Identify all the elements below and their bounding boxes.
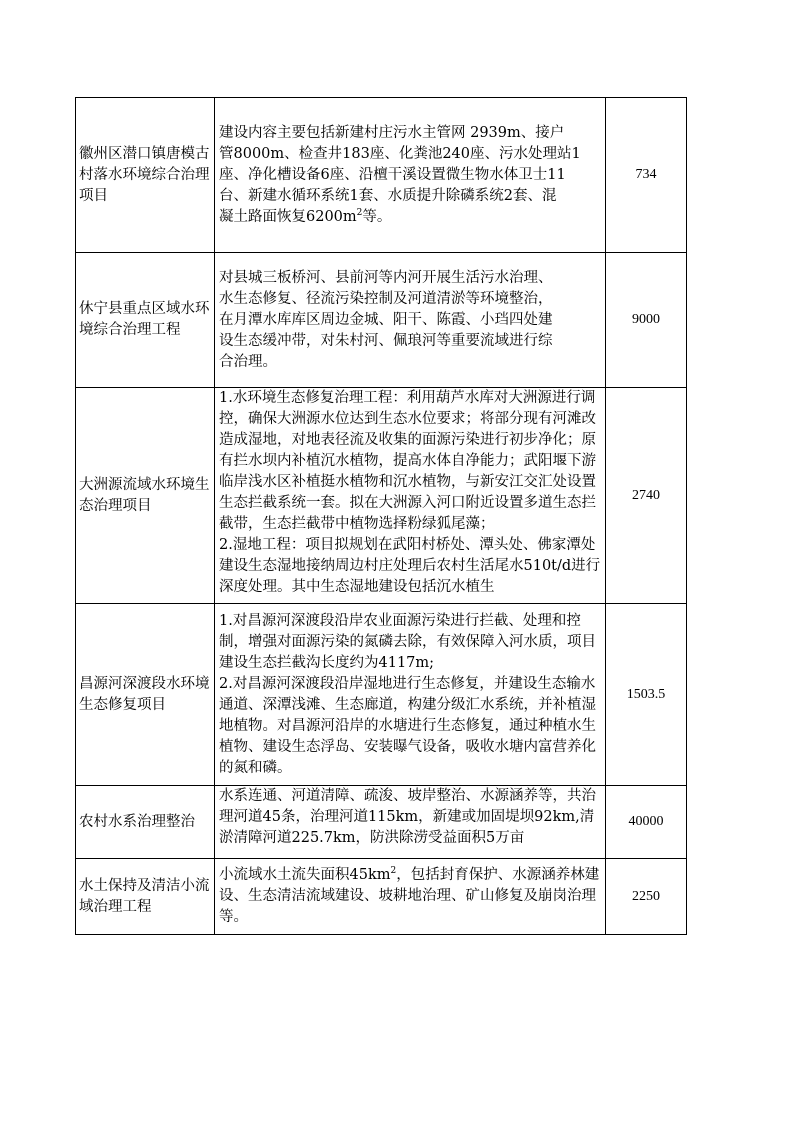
description-line: 在月潭水库库区周边金城、阳干、陈霞、小珰四处建 — [219, 311, 553, 328]
superscript: 2 — [356, 207, 363, 218]
table-row — [76, 859, 687, 935]
project-amount: 734 — [606, 98, 687, 253]
description-paragraph: 1.对昌源河深渡段沿岸农业面源污染进行拦截、处理和控制，增强对面源污染的氮磷去除，有效保障入河水质，项目建设生态拦截沟长度约为4117m; — [219, 612, 596, 671]
project-name: 休宁县重点区域水环境综合治理工程 — [76, 253, 215, 388]
description-line: 建设内容主要包括新建村庄污水主管网 2939m、接户 — [219, 124, 565, 141]
description-paragraph: 1.水环境生态修复治理工程：利用葫芦水库对大洲源进行调控，确保大洲源水位达到生态水位要求；将部分现有河滩改造成湿地，对地表径流及收集的面源污染进行初步净化；原有拦水坝内补植沉水植物，提高水体自净能力；武阳堰下游临岸浅水区补植挺水植物和沉水植物，与新安江交汇处设置生态拦截系统一套。拟在大洲源入河口附近设置多道生态拦截带，生态拦截带中植物选择粉绿狐尾藻； — [219, 390, 596, 532]
table-row — [76, 786, 687, 859]
description-block — [219, 388, 602, 600]
description-block — [219, 786, 602, 855]
project-name: 徽州区潜口镇唐模古村落水环境综合治理项目 — [76, 98, 215, 253]
project-amount: 2250 — [606, 859, 687, 935]
project-amount: 2740 — [606, 388, 687, 604]
project-amount: 1503.5 — [606, 604, 687, 786]
project-amount: 40000 — [606, 786, 687, 859]
table-row — [76, 253, 687, 388]
description-text: 等。 — [362, 208, 392, 225]
table-row — [76, 388, 687, 604]
project-description — [215, 604, 606, 786]
project-description — [215, 253, 606, 388]
project-description — [215, 786, 606, 859]
description-paragraph: 2.湿地工程：项目拟规划在武阳村桥处、潭头处、佛家潭处建设生态湿地接纳周边村庄处理后农村生活尾水510t/d进行深度处理。其中生态湿地建设包括沉水植生 — [219, 537, 601, 595]
table-row — [76, 604, 687, 786]
description-text: 凝土路面恢复6200m — [219, 208, 357, 225]
project-table — [75, 97, 687, 935]
project-description — [215, 98, 606, 253]
description-line: 水生态修复、径流污染控制及河道清淤等环境整治， — [219, 290, 553, 307]
description-paragraph: 2.对昌源河深渡段沿岸湿地进行生态修复，并建设生态输水通道、深潭浅滩、生态廊道，构建分级汇水系统，并补植湿地植物。对昌源河沿岸的水塘进行生态修复，通过种植水生植物、建设生态浮岛、安装曝气设备，吸收水塘内富营养化的氮和磷。 — [219, 675, 596, 776]
project-name: 水土保持及清洁小流域治理工程 — [76, 859, 215, 935]
project-name: 大洲源流域水环境生态治理项目 — [76, 388, 215, 604]
description-line: 对县城三板桥河、县前河等内河开展生活污水治理、 — [219, 269, 553, 286]
description-line: 合治理。 — [219, 353, 277, 370]
project-name: 昌源河深渡段水环境生态修复项目 — [76, 604, 215, 786]
project-description — [215, 859, 606, 935]
description-line — [219, 207, 602, 228]
description-text: 小流域水土流失面积45km — [219, 867, 391, 883]
description-paragraph: 水系连通、河道清障、疏浚、坡岸整治、水源涵养等，共治理河道45条，治理河道115km，新建或加固堤坝92km,清淤清障河道225.7km，防洪除涝受益面积5万亩 — [219, 788, 596, 846]
description-text: ，包括封育保护、水源涵养林建设、生态清洁流域建设、坡耕地治理、矿山修复及崩岗治理等。 — [219, 867, 600, 925]
description-line: 设生态缓冲带，对朱村河、佩琅河等重要流域进行综 — [219, 332, 553, 349]
project-name: 农村水系治理整治 — [76, 786, 215, 859]
project-amount: 9000 — [606, 253, 687, 388]
description-line: 台、新建水循环系统1套、水质提升除磷系统2套、混 — [219, 187, 557, 204]
description-line: 管8000m、检查井183座、化粪池240座、污水处理站1 — [219, 145, 581, 162]
description-line: 座、净化槽设备6座、沿檀干溪设置微生物水体卫士11 — [219, 166, 566, 183]
superscript: 2 — [390, 866, 397, 877]
table-row — [76, 98, 687, 253]
project-description — [215, 388, 606, 604]
